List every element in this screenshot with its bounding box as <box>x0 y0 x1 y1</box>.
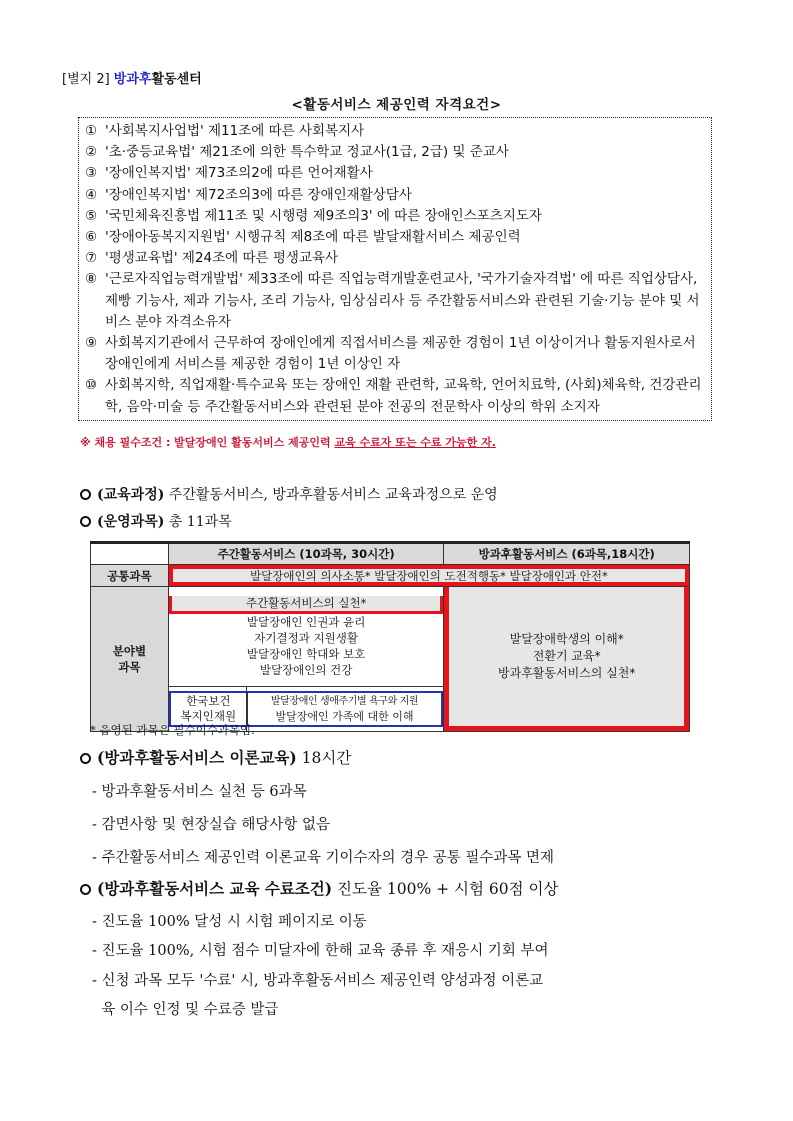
completion-item: - 신청 과목 모두 '수료' 시, 방과후활동서비스 제공인력 양성과정 이론교 <box>92 973 544 989</box>
day-subject: 발달장애인 학대와 보호 <box>246 646 366 661</box>
section-theory <box>80 746 351 768</box>
section-education <box>80 484 498 504</box>
section-text: 주간활동서비스, 방과후활동서비스 교육과정으로 운영 <box>164 487 498 503</box>
requirement-number: ③ <box>85 165 98 182</box>
requirement-item <box>85 269 705 333</box>
common-cell <box>168 565 689 587</box>
common-text: 발달장애인의 의사소통* 발달장애인의 도전적행동* 발달장애인과 안전* <box>169 565 689 586</box>
requirement-text: '초·중등교육법' 제21조에 의한 특수학교 정교사(1급, 2급) 및 준교사 <box>105 144 509 161</box>
section-text: 18시간 <box>296 749 352 767</box>
requirement-number: ⑤ <box>85 207 98 224</box>
section-text: 진도율 100% + 시험 60점 이상 <box>332 880 559 898</box>
after-subject: 발달장애학생의 이해* <box>509 632 624 646</box>
korea-org-line: 한국보건 <box>186 694 231 709</box>
completion-item: - 진도율 100%, 시험 점수 미달자에 한해 교육 종류 후 재응시 기회 부여 <box>92 943 549 959</box>
requirement-text: '국민체육진흥법 제11조 및 시행령 제9조의3' 에 따른 장애인스포츠지도자 <box>105 207 542 224</box>
requirement-text: '장애아동복지지원법' 시행규칙 제8조에 따른 발달재활서비스 제공인력 <box>105 229 521 246</box>
korea-org-line: 복지인재원 <box>180 709 237 724</box>
notice-underlined: 교육 수료자 또는 수료 가능한 자. <box>334 436 496 449</box>
table-header-day: 주간활동서비스 (10과목, 30시간) <box>168 543 444 565</box>
korea-subjects-cell <box>246 687 444 732</box>
requirement-number: ① <box>85 123 98 139</box>
table-header-row <box>91 543 690 565</box>
attachment-prefix: [별지 2] <box>62 72 114 87</box>
section-completion <box>80 877 558 899</box>
section-operation <box>80 511 232 531</box>
requirement-number: ⑩ <box>85 377 98 394</box>
requirement-item <box>85 333 705 375</box>
requirement-item <box>85 163 705 184</box>
requirement-number: ⑥ <box>85 229 98 246</box>
requirement-text: '사회복지사업법' 제11조에 따른 사회복지사 <box>105 123 365 139</box>
day-subject: 발달장애인의 건강 <box>259 662 353 677</box>
requirement-number: ⑦ <box>85 250 98 267</box>
requirement-item <box>85 206 705 227</box>
requirement-item <box>85 227 705 248</box>
notice-prefix: ※ 채용 필수조건 : 발달장애인 활동서비스 제공인력 <box>80 436 335 449</box>
after-subject: 방과후활동서비스의 실천* <box>498 666 636 680</box>
requirement-text: '평생교육법' 제24조에 따른 평생교육사 <box>105 250 339 267</box>
day-subject: 발달장애인 인권과 윤리 <box>246 614 366 629</box>
requirement-text: '장애인복지법' 제73조의2에 따른 언어재활사 <box>105 165 373 182</box>
korea-subjects <box>247 691 444 727</box>
hiring-notice <box>80 434 496 450</box>
section-title: (교육과정) <box>97 487 165 503</box>
course-table <box>90 541 690 732</box>
after-subjects <box>444 587 690 732</box>
requirement-item <box>85 185 705 206</box>
requirement-item <box>85 248 705 269</box>
after-subjects-box <box>444 587 689 731</box>
completion-item: 육 이수 인정 및 수료증 발급 <box>92 1002 279 1018</box>
section-text: 총 11과목 <box>164 514 232 530</box>
table-row-field <box>91 587 690 687</box>
requirement-number: ② <box>85 144 98 161</box>
attachment-tag <box>62 68 202 87</box>
section-title: (운영과목) <box>97 514 165 530</box>
circle-bullet-icon <box>80 884 91 895</box>
requirement-number: ④ <box>85 186 98 203</box>
requirement-text: 사회복지기관에서 근무하여 장애인에게 직접서비스를 제공한 경험이 1년 이상이거나 활동지원사로서 장애인에게 서비스를 제공한 경험이 1년 이상인 자 <box>105 335 696 373</box>
section-title: (방과후활동서비스 이론교육) <box>97 748 297 767</box>
table-header-blank <box>91 543 169 565</box>
field-label-line: 분야별 <box>112 644 147 658</box>
after-subject: 전환기 교육* <box>532 649 601 663</box>
theory-item: - 방과후활동서비스 실천 등 6과목 <box>92 784 307 800</box>
field-label <box>91 587 169 732</box>
requirement-item <box>85 142 705 163</box>
circle-bullet-icon <box>80 489 91 500</box>
footnote: * 음영된 과목은 필수이수과목임. <box>90 723 255 737</box>
attachment-dark-word: 활동센터 <box>151 72 202 87</box>
circle-bullet-icon <box>80 516 91 527</box>
requirement-text: '근로자직업능력개발법' 제33조에 따른 직업능력개발훈련교사, '국가기술자격법' 에 따른 직업상담사, 제빵 기능사, 제과 기능사, 조리 기능사, 임상심리사 등 주간활동서비스와 관련된 기술·기능 분야 및 서비스 분야 자격소유자 <box>105 271 700 330</box>
day-subject: 자기결정과 지원생활 <box>254 630 358 645</box>
day-subject-required: 주간활동서비스의 실천* <box>169 596 444 614</box>
completion-item: - 진도율 100% 달성 시 시험 페이지로 이동 <box>92 914 367 930</box>
requirement-number: ⑧ <box>85 271 98 288</box>
attachment-blue-word: 방과후 <box>113 72 152 87</box>
requirement-item <box>85 121 705 142</box>
requirement-text: 사회복지학, 직업재활·특수교육 또는 장애인 재활 관련학, 교육학, 언어치료학, (사회)체육학, 건강관리학, 음악·미술 등 주간활동서비스와 관련된 분야 전공의 전문학사 이상의 학위 소지자 <box>105 377 702 415</box>
section-title: (방과후활동서비스 교육 수료조건) <box>97 879 333 898</box>
requirement-number: ⑨ <box>85 335 98 352</box>
requirement-item <box>85 375 705 417</box>
table-row-common <box>91 565 690 587</box>
korea-subject: 발달장애인 생애주기별 욕구와 지원 <box>270 696 419 708</box>
korea-subject: 발달장애인 가족에 대한 이해 <box>275 710 414 724</box>
table-header-after: 방과후활동서비스 (6과목,18시간) <box>444 543 690 565</box>
field-label-line: 과목 <box>118 660 141 674</box>
day-subjects <box>168 587 444 687</box>
circle-bullet-icon <box>80 753 91 764</box>
theory-item: - 주간활동서비스 제공인력 이론교육 기이수자의 경우 공통 필수과목 면제 <box>92 850 554 866</box>
requirements-box <box>78 117 712 421</box>
theory-item: - 감면사항 및 현장실습 해당사항 없음 <box>92 817 331 833</box>
common-label: 공통과목 <box>91 565 169 587</box>
requirement-text: '장애인복지법' 제72조의3에 따른 장애인재활상담사 <box>105 186 412 203</box>
page-title: <활동서비스 제공인력 자격요건> <box>291 97 502 113</box>
